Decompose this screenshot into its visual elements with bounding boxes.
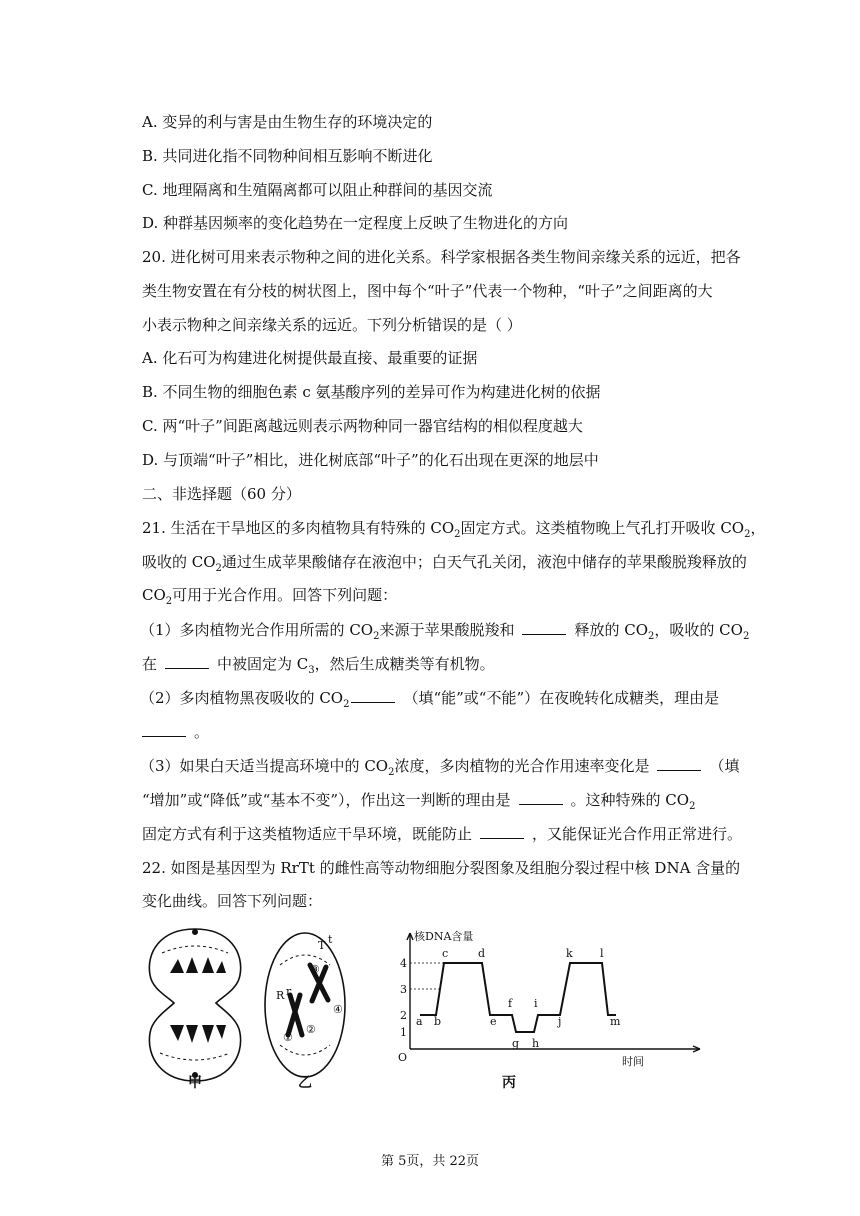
q20-option-c: C. 两“叶子”间距离越远则表示两物种同一器官结构的相似程度越大: [142, 417, 583, 435]
q20-stem-line-3: 小表示物种之间亲缘关系的远近。下列分析错误的是（ ）: [142, 316, 522, 334]
q21-stem-line-1: 21. 生活在干旱地区的多肉植物具有特殊的 $CO_2$固定方式。这类植物晚上气孔打开吸收 $CO_2$，: [142, 519, 766, 540]
point-k: k: [566, 947, 573, 960]
q21-stem-line-2: 吸收的 $CO_2$通过生成苹果酸储存在液泡中；白天气孔关闭，液泡中储存的苹果酸脱羧释放的: [142, 553, 747, 574]
cell-a-label: 甲: [188, 1075, 202, 1091]
y-tick-4: 4: [400, 957, 407, 970]
origin-label: O: [398, 1051, 408, 1064]
x-axis-title: 时间: [622, 1055, 644, 1068]
q21-part-3-line-1: （3）如果白天适当提高环境中的 $CO_2$浓度，多肉植物的光合作用速率变化是 （填: [140, 757, 740, 778]
point-d: d: [478, 947, 486, 960]
q21-stem-line-3: $CO_2$可用于光合作用。回答下列问题：: [142, 586, 398, 607]
q19-option-b: B. 共同进化指不同物种间相互影响不断进化: [142, 147, 433, 165]
q20-option-b: B. 不同生物的细胞色素 c 氨基酸序列的差异可作为构建进化树的依据: [142, 383, 601, 401]
chromosome-number-4: ④: [333, 1003, 343, 1016]
q19-option-a: A. 变异的利与害是由生物生存的环境决定的: [142, 113, 433, 131]
answer-blank[interactable]: [351, 688, 395, 703]
point-j: j: [558, 1015, 562, 1028]
gene-label-r-lower: r: [286, 985, 292, 998]
q22-stem-line-1: 22. 如图是基因型为 RrTt 的雌性高等动物细胞分裂图象及组胞分裂过程中核 DNA 含量的: [142, 859, 741, 877]
point-c: c: [442, 947, 449, 960]
q20-stem-line-2: 类生物安置在有分枝的树状图上，图中每个“叶子”代表一个物种，“叶子”之间距离的大: [142, 282, 713, 300]
chromosome-number-1: ①: [283, 1031, 293, 1044]
q20-option-d: D. 与顶端“叶子”相比，进化树底部“叶子”的化石出现在更深的地层中: [142, 451, 599, 469]
y-tick-3: 3: [400, 983, 407, 996]
q21-part-1-line-2: 在 中被固定为 $C_3$，然后生成糖类等有机物。: [142, 655, 495, 676]
cell-a-membrane: [149, 929, 240, 1081]
answer-blank[interactable]: [165, 654, 209, 669]
q21-part-2-line-1: （2）多肉植物黑夜吸收的 $CO_2$ （填“能”或“不能”）在夜晚转化成糖类，理由是: [140, 689, 720, 710]
q20-option-a: A. 化石可为构建进化树提供最直接、最重要的证据: [142, 349, 478, 367]
q21-part-3-line-2: “增加”或“降低”或“基本不变”），作出这一判断的理由是 。这种特殊的 $CO_2$: [142, 791, 696, 812]
dna-content-chart: [407, 933, 700, 1052]
answer-blank[interactable]: [522, 620, 566, 635]
cell-b-label: 乙: [298, 1075, 312, 1091]
point-i: i: [534, 997, 538, 1010]
page-footer: 第 5页，共 22页: [380, 1154, 480, 1169]
point-e: e: [490, 1015, 497, 1028]
point-m: m: [610, 1015, 621, 1028]
point-l: l: [600, 947, 604, 960]
cell-division-figure: [140, 925, 740, 1095]
q22-stem-line-2: 变化曲线。回答下列问题：: [142, 892, 323, 910]
q19-option-c: C. 地理隔离和生殖隔离都可以阻止种群间的基因交流: [142, 181, 493, 199]
q19-option-d: D. 种群基因频率的变化趋势在一定程度上反映了生物进化的方向: [142, 214, 569, 232]
gene-label-t-lower: t: [328, 933, 333, 946]
section-2-title: 二、非选择题（60 分）: [142, 485, 301, 503]
point-b: b: [434, 1015, 442, 1028]
answer-blank[interactable]: [657, 756, 701, 771]
q21-part-2-line-2: 。: [142, 722, 209, 742]
y-tick-1: 1: [400, 1026, 407, 1039]
chart-label: 丙: [502, 1075, 516, 1091]
point-g: g: [512, 1037, 520, 1050]
dna-curve: [420, 963, 616, 1032]
gene-label-t-upper: T: [318, 939, 326, 952]
point-a: a: [416, 1015, 423, 1028]
q20-stem-line-1: 20. 进化树可用来表示物种之间的进化关系。科学家根据各类生物间亲缘关系的远近，把各: [142, 248, 741, 266]
y-tick-2: 2: [400, 1009, 407, 1022]
q21-part-3-line-3: 固定方式有利于这类植物适应干旱环境，既能防止 ，又能保证光合作用正常进行。: [142, 825, 743, 843]
chromosome-number-2: ②: [306, 1023, 316, 1036]
y-axis-title: 核DNA含量: [414, 930, 474, 943]
q21-part-1-line-1: （1）多肉植物光合作用所需的 $CO_2$来源于苹果酸脱羧和 释放的 $CO_2$，吸收的 $CO_2$: [140, 621, 750, 642]
point-h: h: [532, 1037, 540, 1050]
chromosome-number-3: ③: [310, 963, 320, 976]
gene-label-r-upper: R: [276, 989, 285, 1002]
point-f: f: [508, 997, 513, 1010]
answer-blank[interactable]: [480, 824, 524, 839]
answer-blank[interactable]: [519, 790, 563, 805]
answer-blank[interactable]: [142, 722, 186, 737]
